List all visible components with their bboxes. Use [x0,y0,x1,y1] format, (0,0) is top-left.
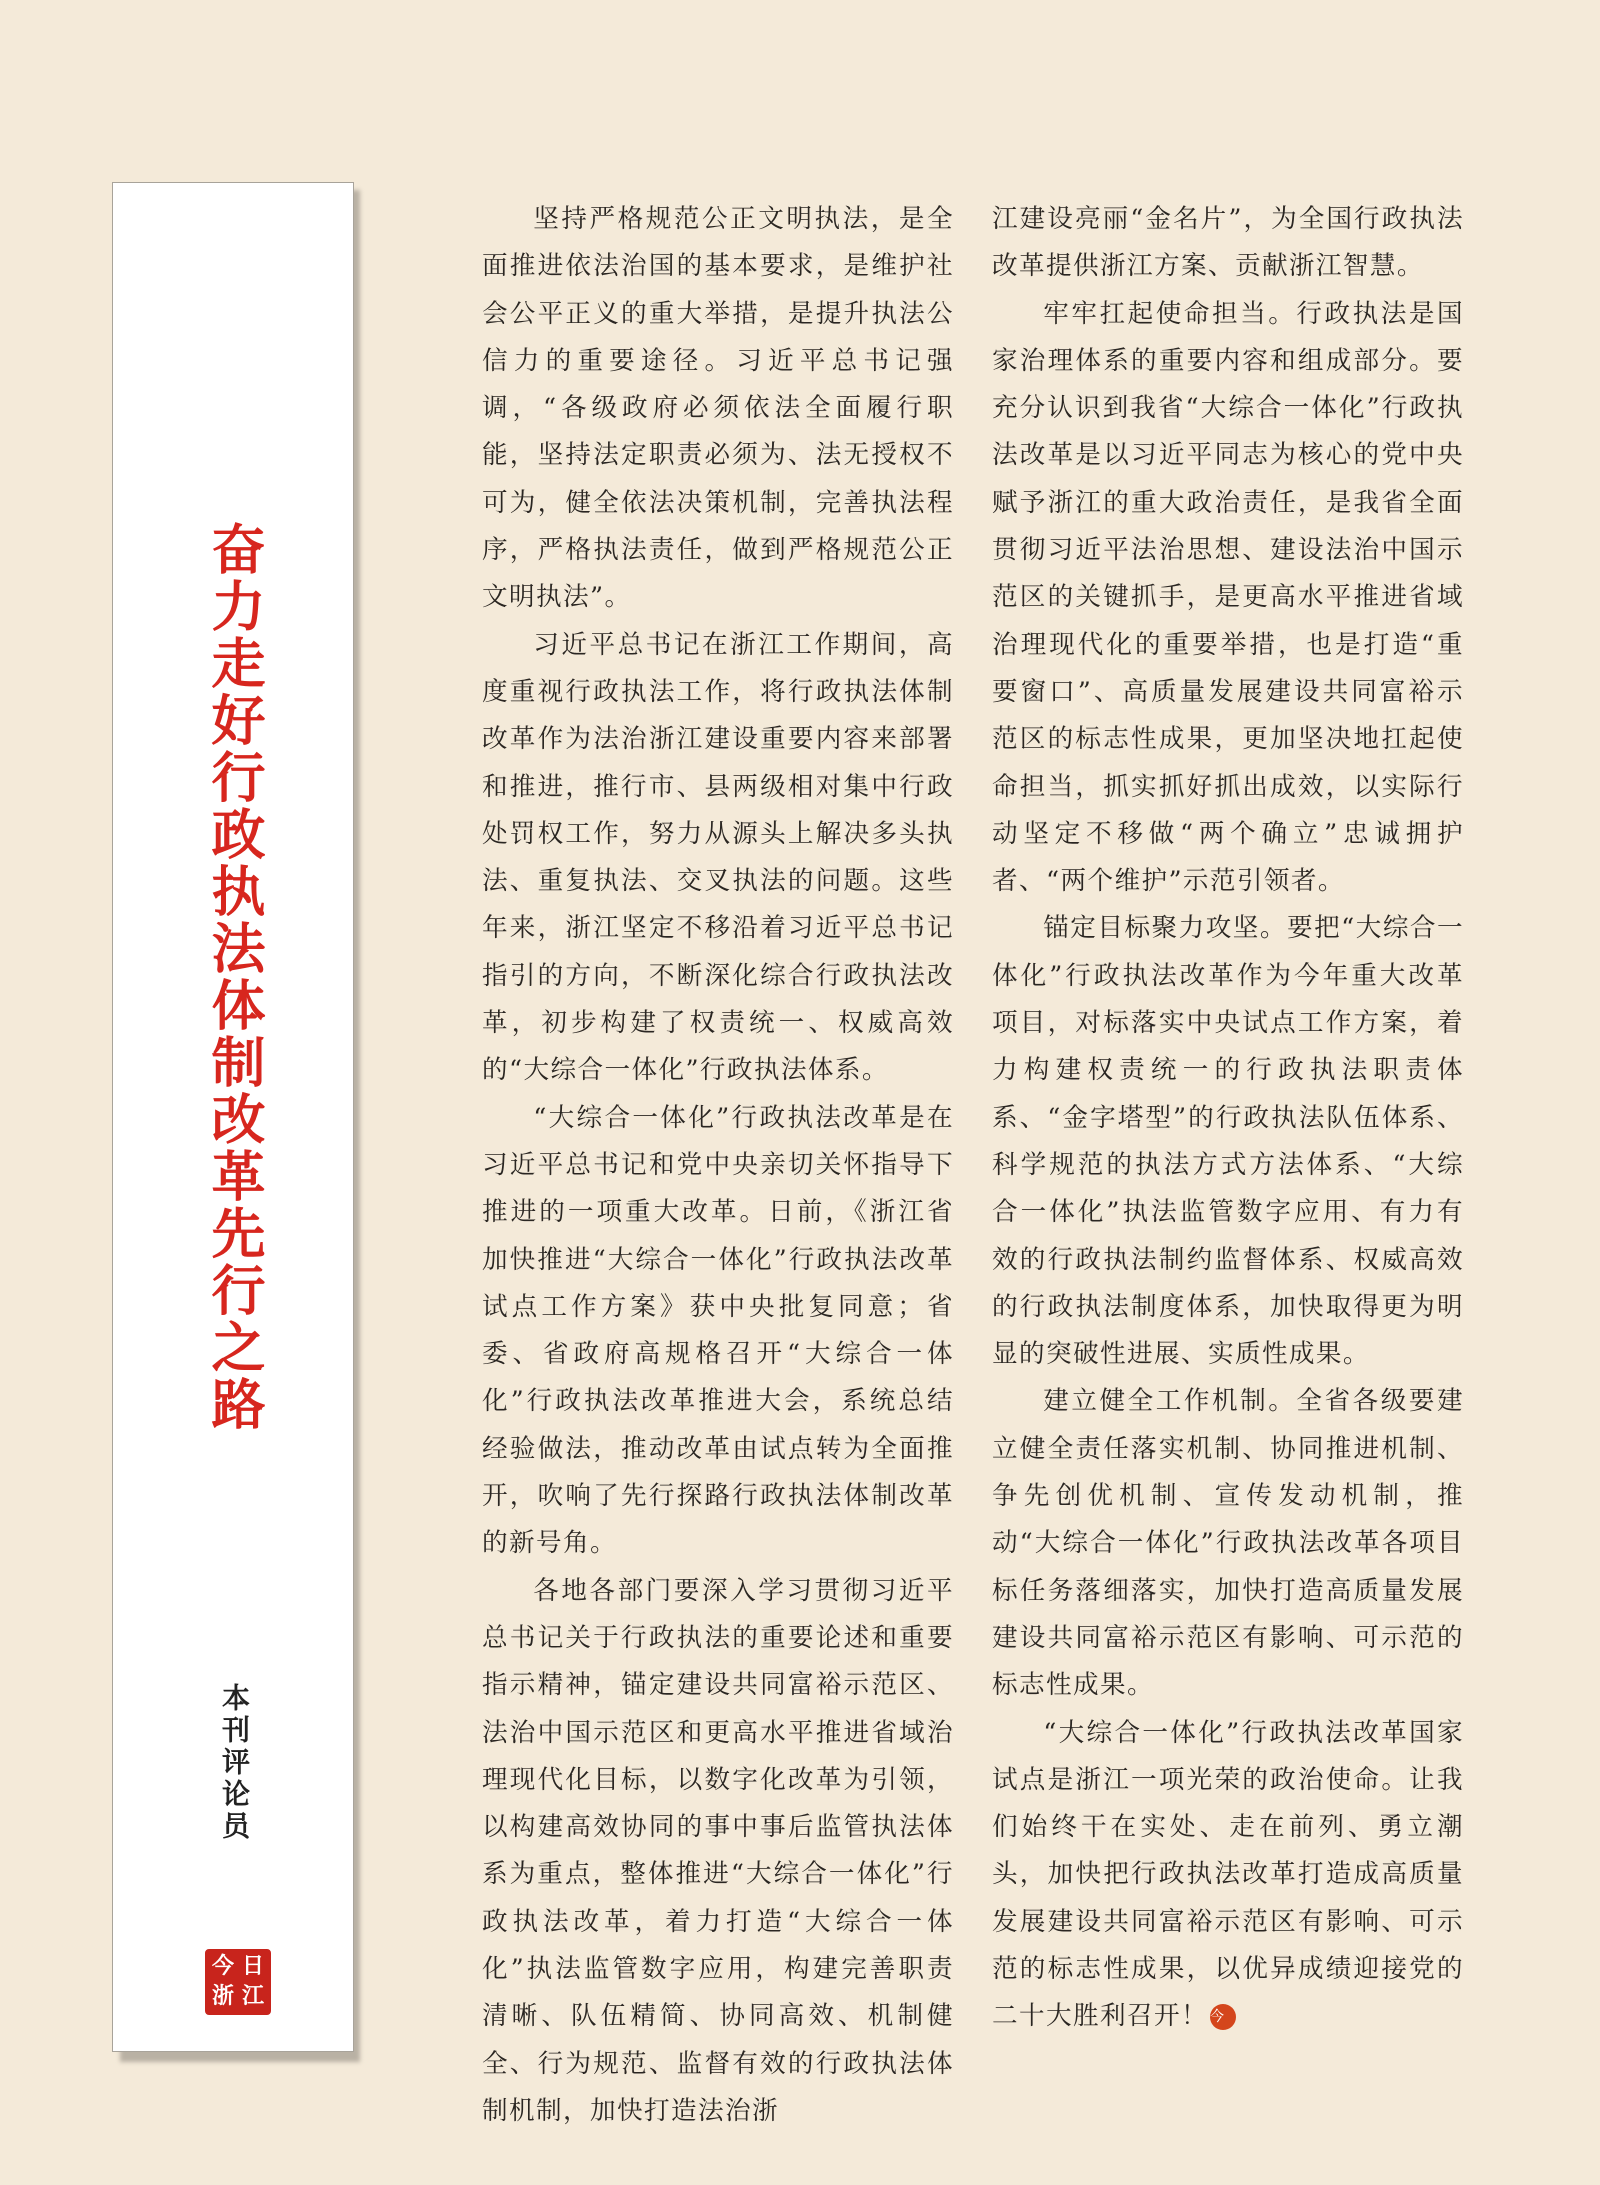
title-sidebar [112,182,354,2052]
article-title: 奋力走好行政执法体制改革先行之路 [203,521,266,1433]
end-mark-icon: 今 [1210,2004,1236,2030]
paragraph: 锚定目标聚力攻坚。要把“大综合一体化”行政执法改革作为今年重大改革项目，对标落实中央试点工作方案，着力构建权责统一的行政执法职责体系、“金字塔型”的行政执法队伍体系、科学规范的执法方式方法体系、“大综合一体化”执法监管数字应用、有力有效的行政执法制约监督体系、权威高效的行政执法制度体系，加快取得更为明显的突破性进展、实质性成果。 [992,913,1464,1370]
paragraph: “大综合一体化”行政执法改革是在习近平总书记和党中央亲切关怀指导下推进的一项重大改革。日前，《浙江省加快推进“大综合一体化”行政执法改革试点工作方案》获中央批复同意；省委、省政府高规格召开“大综合一体化”行政执法改革推进大会，系统总结经验做法，推动改革由试点转为全面推开，吹响了先行探路行政执法体制改革的新号角。 [482,1102,954,1559]
paragraph-final-text: “大综合一体化”行政执法改革国家试点是浙江一项光荣的政治使命。让我们始终干在实处、走在前列、勇立潮头，加快把行政执法改革打造成高质量发展建设共同富裕示范区有影响、可示范的标志性成果，以优异成绩迎接党的二十大胜利召开！ [992,1717,1464,2032]
paragraph: 坚持严格规范公正文明执法，是全面推进依法治国的基本要求，是维护社会公平正义的重大举措，是提升执法公信力的重要途径。习近平总书记强调，“各级政府必须依法全面履行职能，坚持法定职责必须为、法无授权不可为，健全依法决策机制，完善执法程序，严格执法责任，做到严格规范公正文明执法”。 [482,204,954,613]
byline: 本刊评论员 [218,1683,251,1843]
paragraph-continuation: 江建设亮丽“金名片”，为全国行政执法改革提供浙江方案、贡献浙江智慧。 [992,204,1464,282]
seal-stamp [205,1949,271,2015]
paragraph: 牢牢扛起使命担当。行政执法是国家治理体系的重要内容和组成部分。要充分认识到我省“大综合一体化”行政执法改革是以习近平同志为核心的党中央赋予浙江的重大政治责任，是我省全面贯彻习近平法治思想、建设法治中国示范区的关键抓手，是更高水平推进省域治理现代化的重要举措，也是打造“重要窗口”、高质量发展建设共同富裕示范区的标志性成果，更加坚决地扛起使命担当，抓实抓好抓出成效，以实际行动坚定不移做“两个确立”忠诚拥护者、“两个维护”示范引领者。 [992,298,1464,897]
seal-char: 今 [211,1954,234,1979]
seal-char: 日 [241,1954,264,1979]
paragraph: 建立健全工作机制。全省各级要建立健全责任落实机制、协同推进机制、争先创优机制、宣传发动机制，推动“大综合一体化”行政执法改革各项目标任务落细落实，加快打造高质量发展建设共同富裕示范区有影响、可示范的标志性成果。 [992,1386,1464,1701]
paragraph: 各地各部门要深入学习贯彻习近平总书记关于行政执法的重要论述和重要指示精神，锚定建设共同富裕示范区、法治中国示范区和更高水平推进省域治理现代化目标，以数字化改革为引领，以构建高效协同的事中事后监管执法体系为重点，整体推进“大综合一体化”行政执法改革，着力打造“大综合一体化”执法监管数字应用，构建完善职责清晰、队伍精简、协同高效、机制健全、行为规范、监督有效的行政执法体制机制，加快打造法治浙 [482,1575,954,2126]
paragraph: 习近平总书记在浙江工作期间，高度重视行政执法工作，将行政执法体制改革作为法治浙江建设重要内容来部署和推进，推行市、县两级相对集中行政处罚权工作，努力从源头上解决多头执法、重复执法、交叉执法的问题。这些年来，浙江坚定不移沿着习近平总书记指引的方向，不断深化综合行政执法改革，初步构建了权责统一、权威高效的“大综合一体化”行政执法体系。 [482,629,954,1086]
seal-char: 江 [241,1984,264,2009]
seal-char: 浙 [211,1984,234,2009]
article-column-left [482,196,954,2135]
paragraph-final [992,1710,1464,2041]
article-column-right [992,196,1464,2041]
